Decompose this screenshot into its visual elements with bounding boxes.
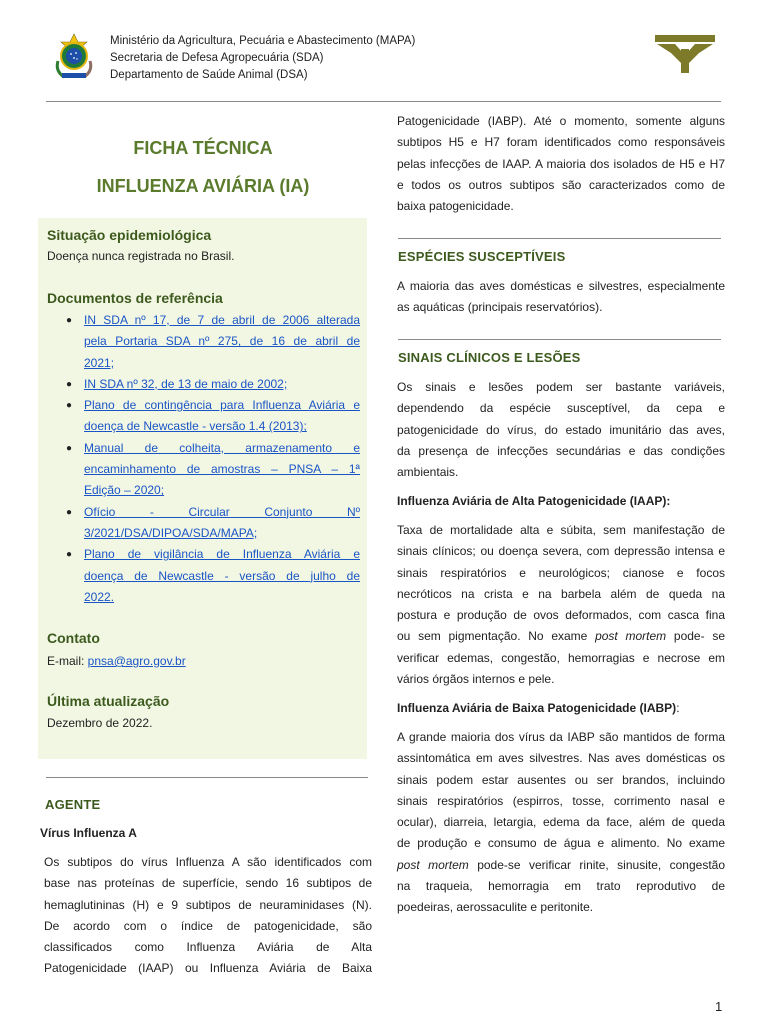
text-line (397, 855, 725, 876)
iabp-colon: : (676, 701, 680, 715)
bullet-icon: ● (66, 400, 73, 412)
text-line: pelas infecções de IAAP. A maioria dos isolados de H5 e H7 (397, 156, 725, 171)
doc-link[interactable]: doença de Newcastle - versão 1.4 (2013); (84, 419, 307, 434)
header-ministry: Ministério da Agricultura, Pecuária e Abastecimento (MAPA) (110, 35, 416, 47)
italic-term: post mortem (595, 629, 667, 644)
text-line: e todos os outros subtipos são caracterizados como de (397, 177, 725, 192)
text-line: sinais podem estar ausentes ou ser brandos, incluindo (397, 772, 725, 787)
text-line: vários órgãos internos e pele. (397, 672, 555, 687)
doc-link[interactable]: Manual de colheita, armazenamento e (84, 440, 360, 455)
text-line: A grande maioria dos vírus da IABP são mantidos de forma (397, 730, 725, 744)
documentos-heading: Documentos de referência (47, 290, 223, 306)
doc-link[interactable]: 2021; (84, 355, 115, 370)
text-line: da presença de infecções secundárias e das condições (397, 443, 725, 458)
doc-link[interactable]: Edição – 2020; (84, 483, 165, 498)
italic-term: post mortem (397, 857, 469, 872)
text-line: Taxa de mortalidade alta e súbita, sem manifestação de (397, 523, 725, 537)
especies-heading: ESPÉCIES SUSCEPTÍVEIS (398, 249, 566, 264)
title-influenza-aviaria: INFLUENZA AVIÁRIA (IA) (96, 176, 310, 196)
text-line: assintomática em aves silvestres. Nas aves domésticas os (397, 751, 725, 766)
sinais-divider (398, 339, 721, 340)
agente-continuation (397, 111, 725, 217)
text-line: as aquáticas (principais reservatórios). (397, 300, 603, 315)
atualizacao-heading: Última atualização (47, 693, 170, 709)
mapa-emblem-logo (653, 33, 717, 75)
situacao-heading: Situação epidemiológica (47, 227, 212, 243)
doc-item-plano-contingencia[interactable] (38, 395, 360, 438)
text-fragment: pode- se (666, 629, 725, 644)
text-line: sinais respiratórios (espirros, tosse, corrimento nasal e (397, 793, 725, 808)
doc-link[interactable]: Plano de vigilância de Influenza Aviária e (84, 547, 360, 562)
sinais-paragraph (397, 377, 725, 483)
doc-link[interactable]: 3/2021/DSA/DIPOA/SDA/MAPA; (84, 525, 258, 540)
text-line: baixa patogenicidade. (397, 199, 514, 214)
atualizacao-text: Dezembro de 2022. (47, 716, 153, 730)
text-fragment: ou sem pigmentação. No exame (397, 629, 596, 644)
doc-item-in-sda-17[interactable] (38, 310, 360, 374)
info-sidebar (38, 218, 367, 759)
iaap-heading: Influenza Aviária de Alta Patogenicidade (IAAP): (397, 494, 671, 508)
text-line: necróticos na crista e na barbela além de queda na (397, 586, 725, 601)
iaap-paragraph (397, 520, 725, 690)
text-line: ocular), diarreia, letargia, edema da face, além de queda (397, 815, 725, 830)
text-fragment: pode-se verificar rinite, sinusite, congestão (468, 857, 725, 872)
contato-label: E-mail: (47, 654, 88, 668)
page-number: 1 (715, 999, 723, 1014)
doc-item-oficio-circular[interactable] (38, 502, 360, 545)
bullet-icon: ● (66, 442, 73, 454)
doc-link[interactable]: IN SDA nº 32, de 13 de maio de 2002; (84, 376, 288, 391)
contato-email-link[interactable]: pnsa@agro.gov.br (87, 654, 186, 668)
iabp-paragraph (397, 727, 725, 919)
text-line: sinais clínicos; ou doença severa, com depressão intensa e (397, 544, 725, 559)
text-line: A maioria das aves domésticas e silvestres, especialmente (397, 279, 725, 293)
text-line: subtipos H5 e H7 foram identificados como responsáveis (397, 135, 725, 150)
agente-subheading: Vírus Influenza A (40, 826, 137, 840)
doc-link[interactable]: pela Portaria SDA nº 275, de 16 de abril de (84, 334, 360, 349)
contato-line (47, 651, 186, 672)
bullet-icon: ● (66, 549, 73, 561)
bullet-icon: ● (66, 506, 73, 518)
text-line: Os subtipos do vírus Influenza A são identificados com (44, 855, 372, 869)
text-line: Patogenicidade (IAAP) ou Influenza Aviária de Baixa (44, 961, 372, 976)
text-line: patogenicidade do vírus, do estado imunitário das aves, (397, 422, 725, 437)
text-line: classificados como Influenza Aviária de Alta (44, 940, 372, 955)
text-line: poedeiras, aerossaculite e peritonite. (397, 900, 594, 915)
iabp-heading: Influenza Aviária de Baixa Patogenicidade (IABP) (397, 701, 677, 715)
agente-divider (46, 777, 368, 778)
bullet-icon: ● (66, 315, 73, 326)
text-line: ambientais. (397, 465, 459, 480)
text-line (397, 626, 725, 647)
text-line: sinais respiratórios e neurológicos; cianose e focos (397, 565, 725, 580)
text-line: hemaglutininas (H) e 9 subtipos de neuraminidases (N). (44, 897, 372, 912)
doc-link[interactable]: doença de Newcastle - versão de julho de (84, 568, 360, 583)
title-ficha-tecnica: FICHA TÉCNICA (133, 138, 273, 158)
doc-link[interactable]: IN SDA nº 17, de 7 de abril de 2006 alterada (84, 313, 360, 327)
doc-link[interactable]: Ofício - Circular Conjunto Nº (84, 504, 360, 519)
text-line: na traqueia, hemorragia em trato reprodutivo de (397, 879, 725, 894)
doc-item-manual-colheita[interactable] (38, 438, 360, 502)
text-line: postura e produção de ovos deformados, com casca fina (397, 608, 725, 623)
text-line: Patogenicidade (IABP). Até o momento, somente alguns (397, 114, 725, 128)
especies-divider (398, 238, 721, 239)
header-secretaria: Secretaria de Defesa Agropecuária (SDA) (110, 52, 324, 64)
text-line: base nas proteínas de superfície, sendo 16 subtipos de (44, 876, 372, 891)
bullet-icon: ● (66, 378, 73, 390)
sinais-heading: SINAIS CLÍNICOS E LESÕES (398, 350, 581, 365)
text-line: dependendo da espécie susceptível, da cepa e (397, 401, 725, 416)
situacao-text: Doença nunca registrada no Brasil. (47, 249, 235, 263)
text-line: Os sinais e lesões podem ser bastante variáveis, (397, 380, 725, 394)
header-divider (46, 101, 721, 102)
contato-heading: Contato (47, 630, 100, 646)
doc-link[interactable]: encaminhamento de amostras – PNSA – 1ª (84, 462, 360, 477)
agente-heading: AGENTE (45, 797, 101, 812)
documentos-list (38, 310, 360, 608)
text-line: verificar edemas, congestão, hemorragias e necrose em (397, 650, 725, 665)
especies-paragraph (397, 276, 725, 319)
agente-paragraph (44, 852, 372, 980)
doc-link[interactable]: 2022. (84, 589, 115, 604)
text-line: de produção e consumo de água e alimento. No exame (397, 836, 725, 851)
doc-link[interactable]: Plano de contingência para Influenza Aviária e (84, 398, 360, 413)
coat-of-arms-logo (52, 33, 96, 81)
header-departamento: Departamento de Saúde Animal (DSA) (110, 69, 308, 81)
iabp-heading-line (397, 698, 680, 719)
doc-item-plano-vigilancia[interactable] (38, 544, 360, 608)
text-line: De acordo com o índice de patogenicidade, são (44, 918, 372, 933)
doc-item-in-sda-32[interactable] (38, 374, 360, 395)
